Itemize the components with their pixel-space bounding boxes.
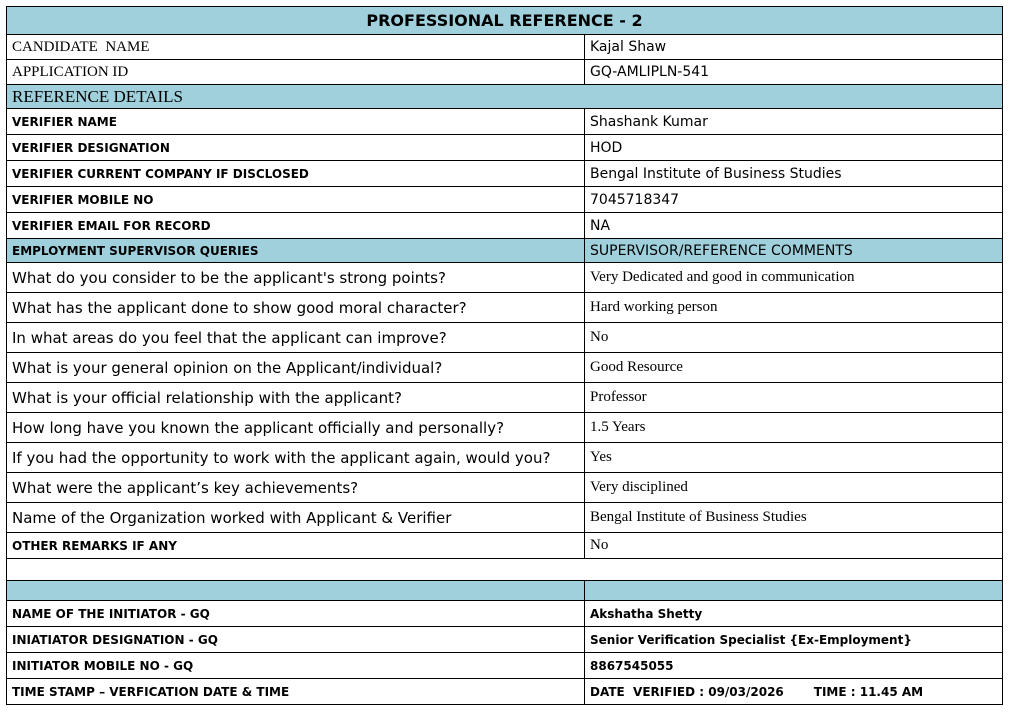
professional-reference-table: [6, 6, 1003, 705]
query-row: [7, 383, 1003, 413]
query-question: How long have you known the applicant officially and personally?: [7, 413, 585, 443]
query-answer: Yes: [585, 443, 1003, 473]
query-answer: 1.5 Years: [585, 413, 1003, 443]
query-row: [7, 293, 1003, 323]
verifier-name-label: VERIFIER NAME: [7, 109, 585, 135]
candidate-name-row: [7, 35, 1003, 60]
queries-header-left: EMPLOYMENT SUPERVISOR QUERIES: [7, 239, 585, 263]
initiator-designation-value: Senior Verification Specialist {Ex-Employment}: [585, 627, 1003, 653]
query-answer: Bengal Institute of Business Studies: [585, 503, 1003, 533]
reference-row: [7, 161, 1003, 187]
query-question: What has the applicant done to show good moral character?: [7, 293, 585, 323]
verifier-name-value: Shashank Kumar: [585, 109, 1003, 135]
other-remarks-row: [7, 533, 1003, 559]
query-answer: Very disciplined: [585, 473, 1003, 503]
query-row: [7, 443, 1003, 473]
page-title: PROFESSIONAL REFERENCE - 2: [7, 7, 1003, 35]
query-answer: Good Resource: [585, 353, 1003, 383]
query-question: In what areas do you feel that the applicant can improve?: [7, 323, 585, 353]
initiator-name-value: Akshatha Shetty: [585, 601, 1003, 627]
date-verified: DATE VERIFIED : 09/03/2026: [590, 684, 784, 699]
queries-header-right: SUPERVISOR/REFERENCE COMMENTS: [585, 239, 1003, 263]
initiator-header-left: [7, 581, 585, 601]
initiator-header-right: [585, 581, 1003, 601]
query-question: What do you consider to be the applicant's strong points?: [7, 263, 585, 293]
timestamp-label: TIME STAMP – VERFICATION DATE & TIME: [7, 679, 585, 705]
initiator-mobile-value: 8867545055: [585, 653, 1003, 679]
verifier-email-label: VERIFIER EMAIL FOR RECORD: [7, 213, 585, 239]
query-answer: Hard working person: [585, 293, 1003, 323]
initiator-row: [7, 601, 1003, 627]
verifier-email-value: NA: [585, 213, 1003, 239]
initiator-row: [7, 653, 1003, 679]
query-question: If you had the opportunity to work with the applicant again, would you?: [7, 443, 585, 473]
application-id-value: GQ-AMLIPLN-541: [585, 60, 1003, 85]
verifier-company-value: Bengal Institute of Business Studies: [585, 161, 1003, 187]
reference-row: [7, 135, 1003, 161]
initiator-row: [7, 627, 1003, 653]
initiator-mobile-label: INITIATOR MOBILE NO - GQ: [7, 653, 585, 679]
title-row: [7, 7, 1003, 35]
verifier-mobile-value: 7045718347: [585, 187, 1003, 213]
application-id-row: [7, 60, 1003, 85]
query-question: What is your general opinion on the Applicant/individual?: [7, 353, 585, 383]
timestamp-value: [585, 679, 1003, 705]
query-question: What were the applicant’s key achievements?: [7, 473, 585, 503]
verifier-company-label: VERIFIER CURRENT COMPANY IF DISCLOSED: [7, 161, 585, 187]
initiator-header-row: [7, 581, 1003, 601]
query-row: [7, 413, 1003, 443]
timestamp-row: [7, 679, 1003, 705]
query-answer: Professor: [585, 383, 1003, 413]
query-answer: No: [585, 323, 1003, 353]
query-row: [7, 353, 1003, 383]
reference-details-heading: REFERENCE DETAILS: [7, 85, 1003, 109]
query-answer: Very Dedicated and good in communication: [585, 263, 1003, 293]
candidate-name-label: CANDIDATE NAME: [7, 35, 585, 60]
candidate-name-value: Kajal Shaw: [585, 35, 1003, 60]
queries-header-row: [7, 239, 1003, 263]
query-row: [7, 503, 1003, 533]
other-remarks-label: OTHER REMARKS IF ANY: [7, 533, 585, 559]
query-question: What is your official relationship with the applicant?: [7, 383, 585, 413]
query-question: Name of the Organization worked with Applicant & Verifier: [7, 503, 585, 533]
initiator-designation-label: INIATIATOR DESIGNATION - GQ: [7, 627, 585, 653]
query-row: [7, 263, 1003, 293]
spacer-cell: [7, 559, 1003, 581]
other-remarks-value: No: [585, 533, 1003, 559]
query-row: [7, 473, 1003, 503]
verifier-designation-value: HOD: [585, 135, 1003, 161]
reference-row: [7, 187, 1003, 213]
query-row: [7, 323, 1003, 353]
reference-details-header: [7, 85, 1003, 109]
initiator-name-label: NAME OF THE INITIATOR - GQ: [7, 601, 585, 627]
verifier-mobile-label: VERIFIER MOBILE NO: [7, 187, 585, 213]
time-verified: TIME : 11.45 AM: [813, 684, 924, 699]
reference-row: [7, 213, 1003, 239]
reference-row: [7, 109, 1003, 135]
application-id-label: APPLICATION ID: [7, 60, 585, 85]
verifier-designation-label: VERIFIER DESIGNATION: [7, 135, 585, 161]
spacer-row: [7, 559, 1003, 581]
